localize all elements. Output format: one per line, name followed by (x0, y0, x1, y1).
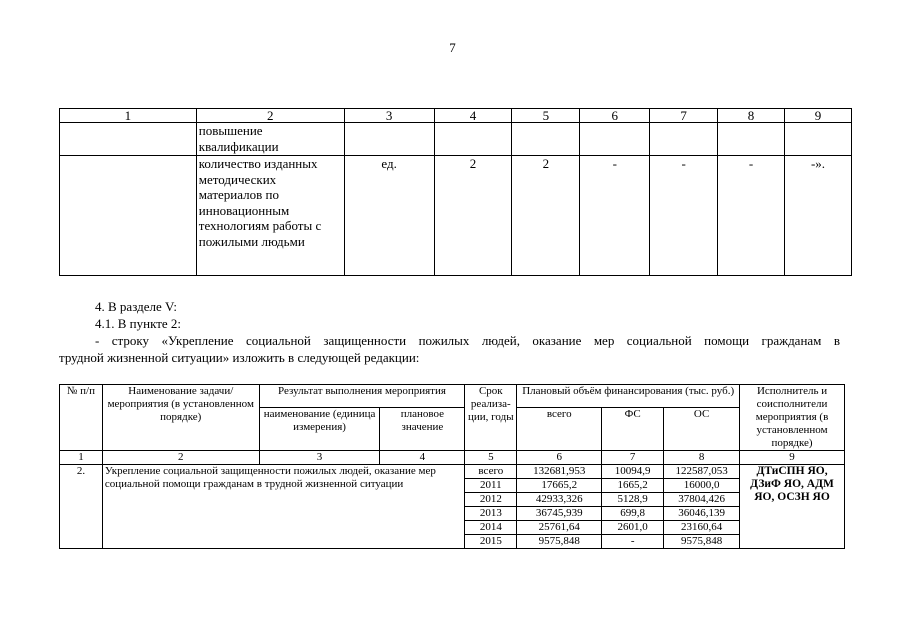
table-cell: количество изданных методических материалов по инновационным технологиям работы с пожилыми людьми (196, 156, 344, 276)
os-cell: 36046,139 (664, 507, 740, 521)
financing-table (59, 384, 845, 549)
header-result: Результат выполнения мероприятия (259, 385, 465, 408)
fs-cell: 1665,2 (602, 479, 664, 493)
table-row (60, 156, 852, 276)
header-cell: 1 (60, 109, 197, 123)
header-cell: 4 (434, 109, 512, 123)
paragraph-instruction: - строку «Укрепление социальной защищенности пожилых людей, оказание мер социальной помощи гражданам в (95, 333, 840, 348)
header-term: Срок реализа-ции, годы (465, 385, 517, 451)
year-cell: 2011 (465, 479, 517, 493)
os-cell: 23160,64 (664, 521, 740, 535)
table-cell (434, 123, 512, 156)
table-cell (718, 123, 785, 156)
table-cell (580, 123, 650, 156)
table-cell: -». (785, 156, 852, 276)
total-cell: 42933,326 (517, 493, 602, 507)
header-cell: 8 (718, 109, 785, 123)
table-cell (344, 123, 434, 156)
header-name: Наименование задачи/мероприятия (в установленном порядке) (102, 385, 259, 451)
header-executor: Исполнитель и соисполнители мероприятия (в установленном порядке) (740, 385, 845, 451)
header-fin-total: всего (517, 407, 602, 450)
table-header-row (60, 109, 852, 123)
column-number: 9 (740, 451, 845, 465)
fs-cell: 5128,9 (602, 493, 664, 507)
column-number: 4 (380, 451, 465, 465)
table-cell: - (580, 156, 650, 276)
header-finance: Плановый объём финансирования (тыс. руб.) (517, 385, 740, 408)
os-cell: 16000,0 (664, 479, 740, 493)
header-result-name: наименование (единица измерения) (259, 407, 380, 450)
os-cell: 9575,848 (664, 535, 740, 549)
column-number: 6 (517, 451, 602, 465)
total-cell: 36745,939 (517, 507, 602, 521)
column-number: 5 (465, 451, 517, 465)
table-cell: 2 (512, 156, 580, 276)
column-number: 7 (602, 451, 664, 465)
header-cell: 5 (512, 109, 580, 123)
os-cell: 122587,053 (664, 465, 740, 479)
column-number-row (60, 451, 845, 465)
header-fin-os: ОС (664, 407, 740, 450)
table-cell: ед. (344, 156, 434, 276)
column-number: 1 (60, 451, 103, 465)
header-num: № п/п (60, 385, 103, 451)
table-cell: повышение квалификации (196, 123, 344, 156)
page-number: 7 (449, 40, 456, 55)
table-cell: 2 (434, 156, 512, 276)
total-cell: 17665,2 (517, 479, 602, 493)
total-cell: 132681,953 (517, 465, 602, 479)
continuation-table (59, 108, 852, 276)
column-number: 2 (102, 451, 259, 465)
fs-cell: 10094,9 (602, 465, 664, 479)
year-cell: 2014 (465, 521, 517, 535)
year-cell: 2012 (465, 493, 517, 507)
column-number: 8 (664, 451, 740, 465)
fs-cell: 699,8 (602, 507, 664, 521)
executors: ДТиСПН ЯО, ДЗиФ ЯО, АДМ ЯО, ОСЗН ЯО (740, 465, 845, 549)
item-name: Укрепление социальной защищенности пожилых людей, оказание мер социальной помощи гражданам в трудной жизненной ситуации (102, 465, 464, 549)
paragraph-item-2: 4.1. В пункте 2: (95, 316, 182, 331)
header-fin-fs: ФС (602, 407, 664, 450)
total-cell: 25761,64 (517, 521, 602, 535)
table-cell (512, 123, 580, 156)
table-cell: - (650, 156, 718, 276)
table-cell: - (718, 156, 785, 276)
year-cell: 2015 (465, 535, 517, 549)
paragraph-instruction-cont: трудной жизненной ситуации» изложить в следующей редакции: (59, 350, 420, 365)
year-cell: 2013 (465, 507, 517, 521)
table-cell (60, 156, 197, 276)
header-cell: 7 (650, 109, 718, 123)
item-number: 2. (60, 465, 103, 549)
fs-cell: - (602, 535, 664, 549)
os-cell: 37804,426 (664, 493, 740, 507)
table-header-row (60, 385, 845, 408)
header-cell: 3 (344, 109, 434, 123)
header-cell: 2 (196, 109, 344, 123)
paragraph-section-v: 4. В разделе V: (95, 299, 178, 314)
table-row (60, 123, 852, 156)
fs-cell: 2601,0 (602, 521, 664, 535)
total-cell: 9575,848 (517, 535, 602, 549)
header-result-plan: плановое значение (380, 407, 465, 450)
header-cell: 9 (785, 109, 852, 123)
header-cell: 6 (580, 109, 650, 123)
table-cell (785, 123, 852, 156)
table-cell (60, 123, 197, 156)
table-row (60, 465, 845, 479)
column-number: 3 (259, 451, 380, 465)
table-cell (650, 123, 718, 156)
year-cell: всего (465, 465, 517, 479)
